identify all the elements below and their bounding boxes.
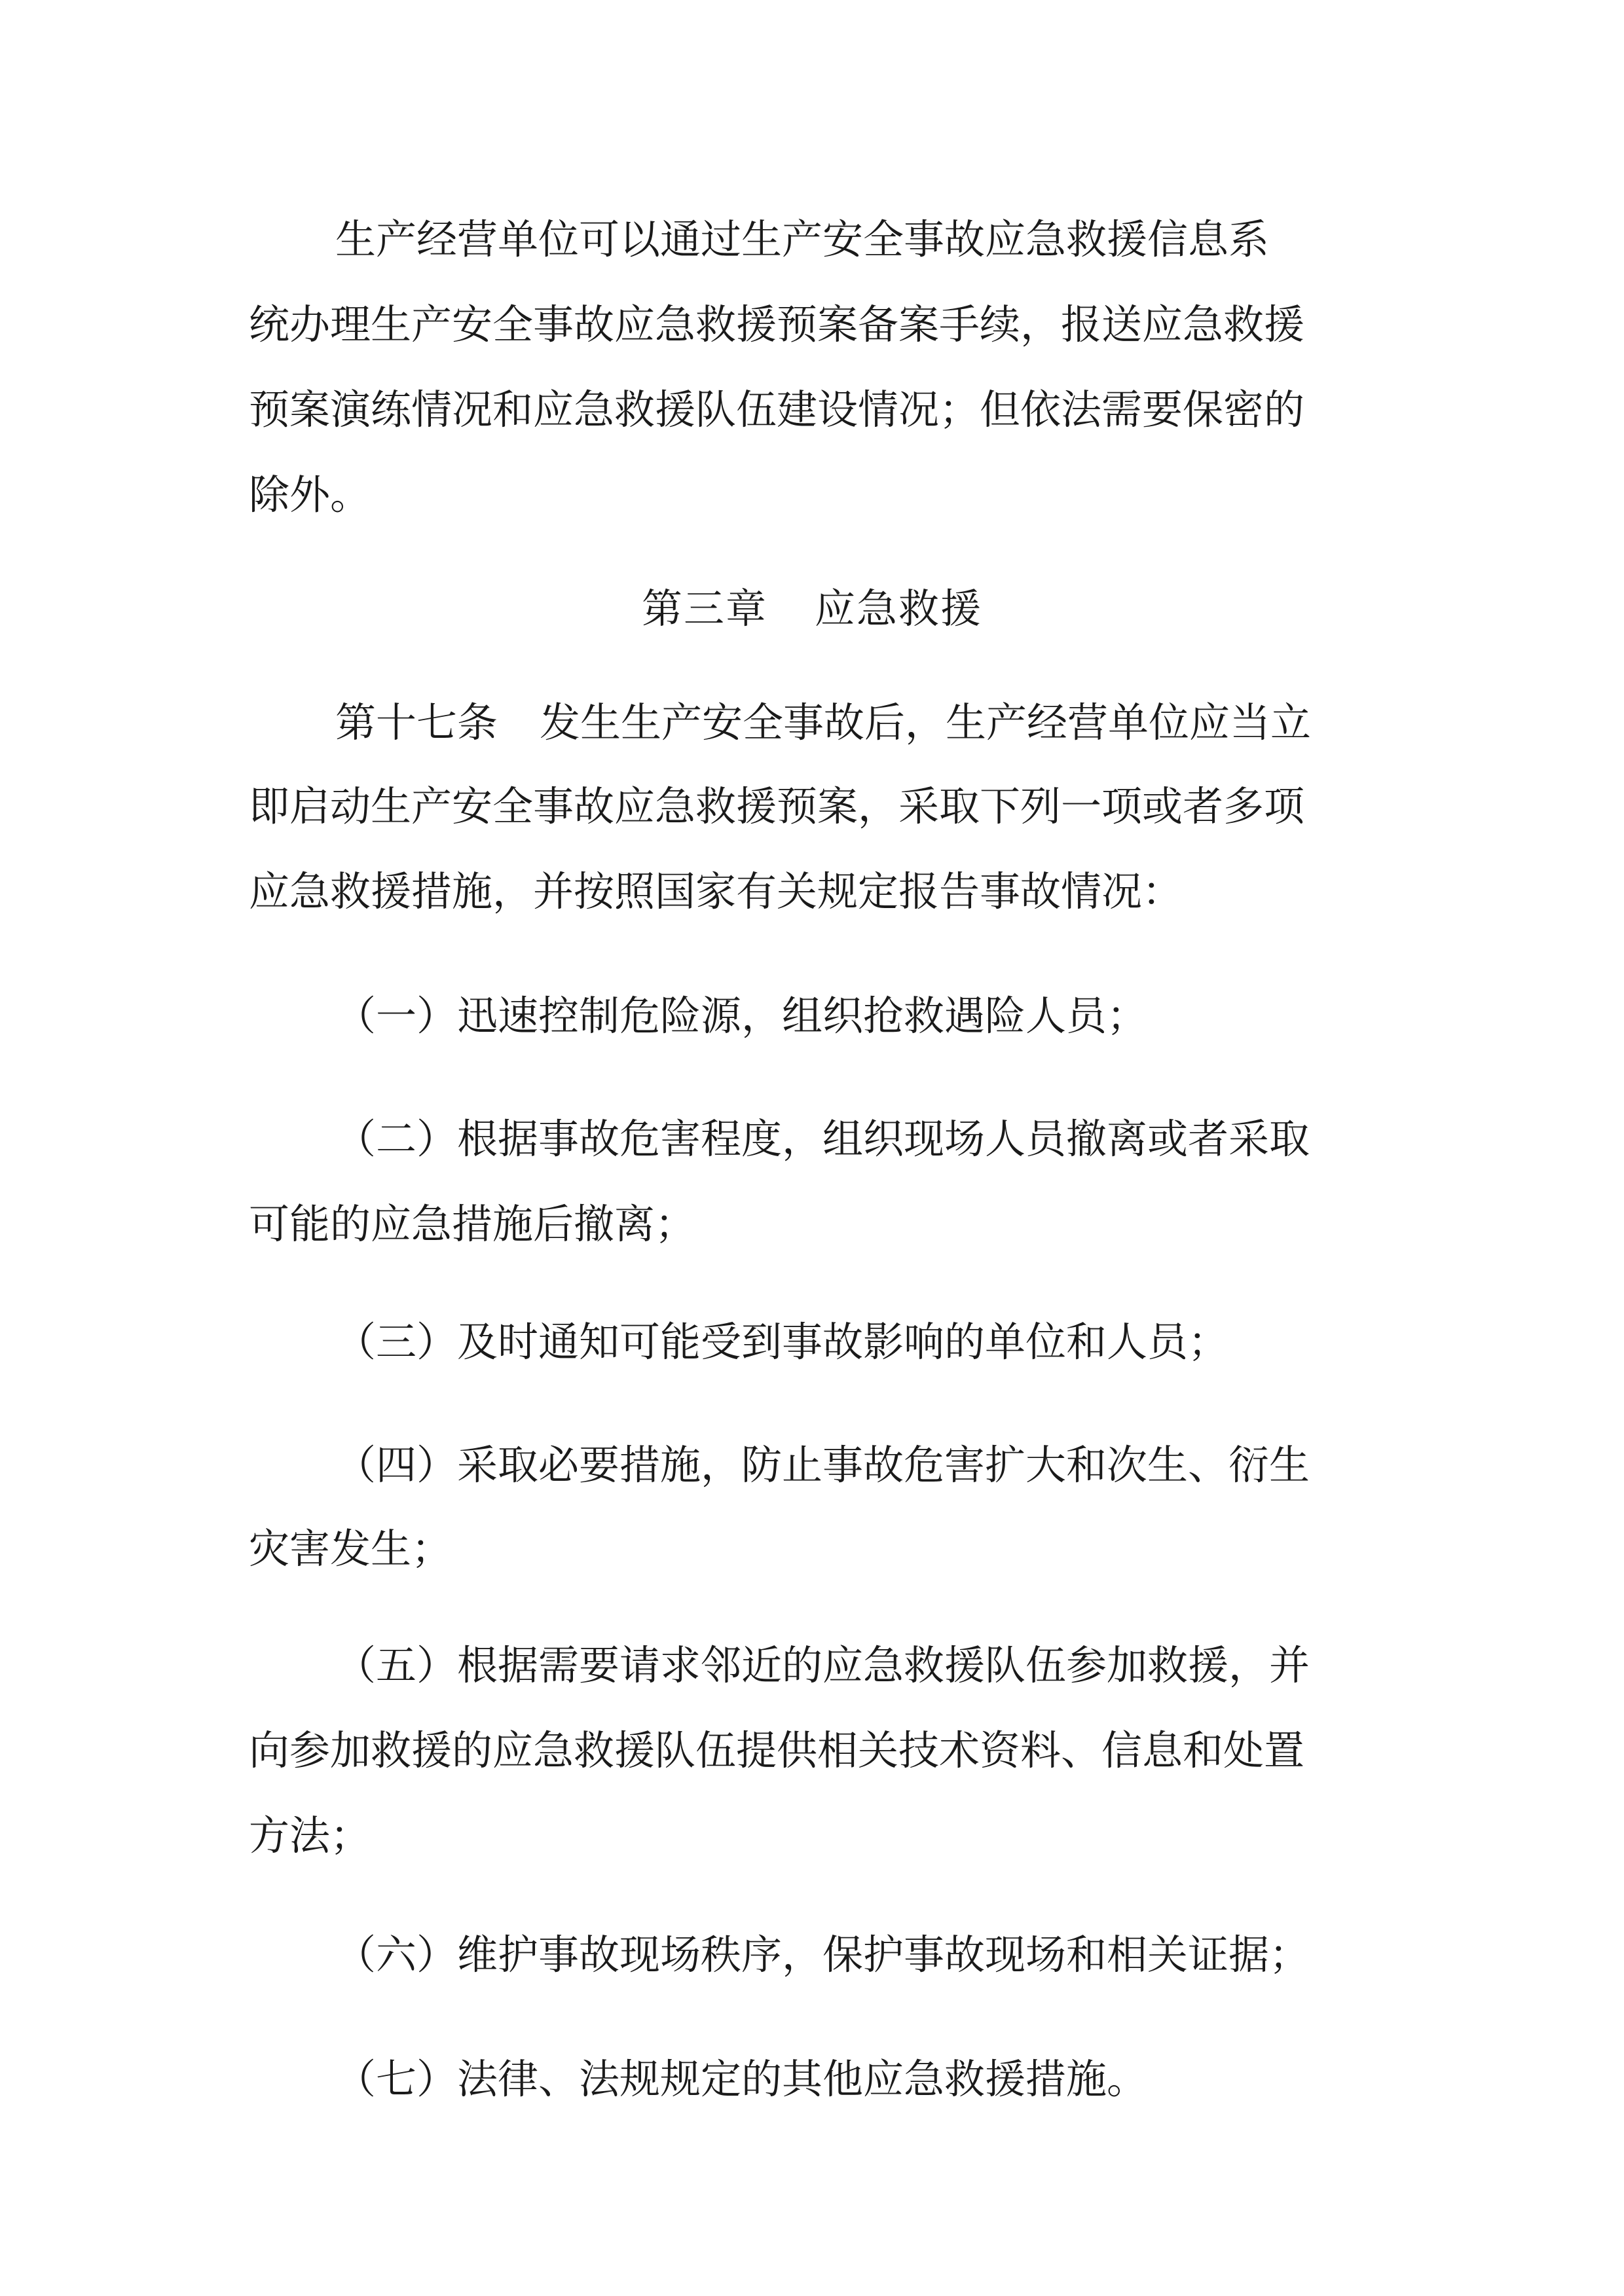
list-item-2-cont: 可能的应急措施后撤离； [249, 1200, 696, 1248]
list-item-5-cont: 方法； [249, 1812, 371, 1859]
list-item-5-cont: 向参加救援的应急救援队伍提供相关技术资料、信息和处置 [249, 1726, 1305, 1774]
list-item-2: （二）根据事故危害程度，组织现场人员撤离或者采取 [335, 1115, 1310, 1163]
chapter-number: 第三章 [642, 585, 768, 632]
paragraph-line: 统办理生产安全事故应急救援预案备案手续，报送应急救援 [249, 301, 1305, 348]
list-item-3: （三）及时通知可能受到事故影响的单位和人员； [335, 1318, 1229, 1366]
list-item-6: （六）维护事故现场秩序，保护事故现场和相关证据； [335, 1931, 1310, 1978]
list-item-1: （一）迅速控制危险源，组织抢救遇险人员； [335, 992, 1148, 1040]
paragraph-line: 预案演练情况和应急救援队伍建设情况；但依法需要保密的 [249, 386, 1305, 433]
paragraph-line: 生产经营单位可以通过生产安全事故应急救援信息系 [335, 215, 1270, 263]
chapter-name: 应急救援 [815, 585, 983, 632]
paragraph-line: 除外。 [249, 471, 371, 519]
article-first-line [335, 697, 1388, 749]
list-item-7: （七）法律、法规规定的其他应急救援措施。 [335, 2055, 1148, 2103]
list-item-5: （五）根据需要请求邻近的应急救援队伍参加救援，并 [335, 1641, 1310, 1689]
chapter-title [642, 583, 1100, 635]
article-line: 应急救援措施，并按照国家有关规定报告事故情况： [249, 867, 1183, 915]
article-text: 发生生产安全事故后，生产经营单位应当立 [540, 699, 1312, 746]
article-label: 第十七条 [335, 699, 498, 746]
article-line: 即启动生产安全事故应急救援预案，采取下列一项或者多项 [249, 782, 1305, 830]
list-item-4-cont: 灾害发生； [249, 1525, 452, 1573]
list-item-4: （四）采取必要措施，防止事故危害扩大和次生、衍生 [335, 1441, 1310, 1489]
